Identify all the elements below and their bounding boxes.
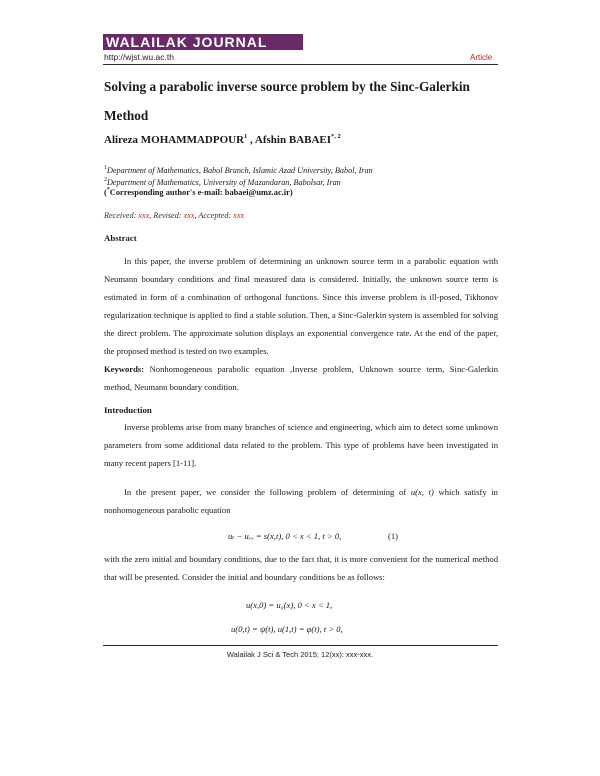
paper-title-line1: Solving a parabolic inverse source problem by the Sinc-Galerkin [104,79,470,94]
accepted-value: xxx [233,211,245,220]
affiliation-1-sup: 1 [104,165,107,171]
equation-1-number: (1) [388,531,399,541]
intro-para1-text: Inverse problems arise from many branches of science and engineering, which aim to detect some unknown parameters from some additional data related to the problem. This type of problems have been investigated in many recent papers [1-11]. [104,422,498,468]
footer-rule [103,645,498,646]
equation-1: uₜ − uₓₓ = s(x,t), 0 < x < 1, t > 0, [228,531,342,541]
article-dates [104,211,244,220]
intro-para2-var: u(x, t) [410,487,434,497]
received-label: Received: [104,211,139,220]
article-type-label: Article [470,53,493,62]
footer-citation: Walailak J Sci & Tech 2015; 12(xx): xxx-xxx. [226,650,374,659]
author-2-sup: *, 2 [331,133,341,140]
author-1: Alireza MOHAMMADPOUR [104,134,245,146]
equation-boundary-condition: u(0,t) = ψ(t), u(1,t) = φ(t), t > 0, [231,624,343,634]
header-rule [103,64,498,65]
journal-logo: WALAILAK JOURNAL [103,34,303,50]
revised-label: , Revised: [149,211,184,220]
affiliation-1-text: Department of Mathematics, Babol Branch, Islamic Azad University, Babol, Iran [107,166,373,175]
affiliation-2-sup: 2 [104,177,107,183]
author-1-sup: 1 [244,133,248,140]
author-separator: , [247,134,255,146]
intro-para2-text-b: which satisfy in nonhomogeneous parabolic equation [104,487,498,515]
accepted-label: , Accepted: [194,211,234,220]
journal-url[interactable]: http://wjst.wu.ac.th [104,52,174,62]
corr-paren: ( [104,188,107,197]
author-line [104,133,341,146]
abstract-body [104,252,498,360]
intro-paragraph-1 [104,418,498,472]
corr-star: * [106,187,110,193]
revised-value: xxx [183,211,195,220]
keywords [104,360,498,396]
equation-initial-condition: u(x,0) = u₀(x), 0 < x < 1, [246,600,333,610]
corresponding-author [104,187,293,197]
abstract-heading: Abstract [104,233,137,243]
received-value: xxx [138,211,150,220]
intro-para2-text-a: In the present paper, we consider the following problem of determining of [124,487,411,497]
intro-paragraph-3 [104,550,498,586]
keywords-label: Keywords: [104,364,150,374]
keywords-text: Nonhomogeneous parabolic equation ,Inverse problem, Unknown source term, Sinc-Galerkin method, Neumann boundary condition. [104,364,498,392]
abstract-text: In this paper, the inverse problem of determining an unknown source term in a parabolic equation with Neumann boundary conditions and final measured data is considered. Initially, the unknown source term is estimated in form of a combination of orthogonal functions. Since this inverse problem is ill-posed, Tikhonov regularization technique is applied to find a stable solution. Then, a Sinc-Galerkin system is assembled for solving the direct problem. The approximate solution displays an exponential convergence rate. At the end of the paper, the proposed method is tested on two examples. [104,256,498,356]
intro-para3-text: with the zero initial and boundary conditions, due to the fact that, it is more convenient for the numerical method that will be presented. Consider the initial and boundary conditions be as follows: [104,554,498,582]
intro-paragraph-2 [104,483,498,519]
paper-title-line2: Method [104,108,149,123]
corr-email[interactable]: Corresponding author's e-mail: babaei@umz.ac.ir) [109,188,293,197]
affiliation-2-text: Department of Mathematics, University of Mazandaran, Babolsar, Iran [107,178,341,187]
intro-heading: Introduction [104,405,152,415]
author-2: Afshin BABAEI [254,134,332,146]
